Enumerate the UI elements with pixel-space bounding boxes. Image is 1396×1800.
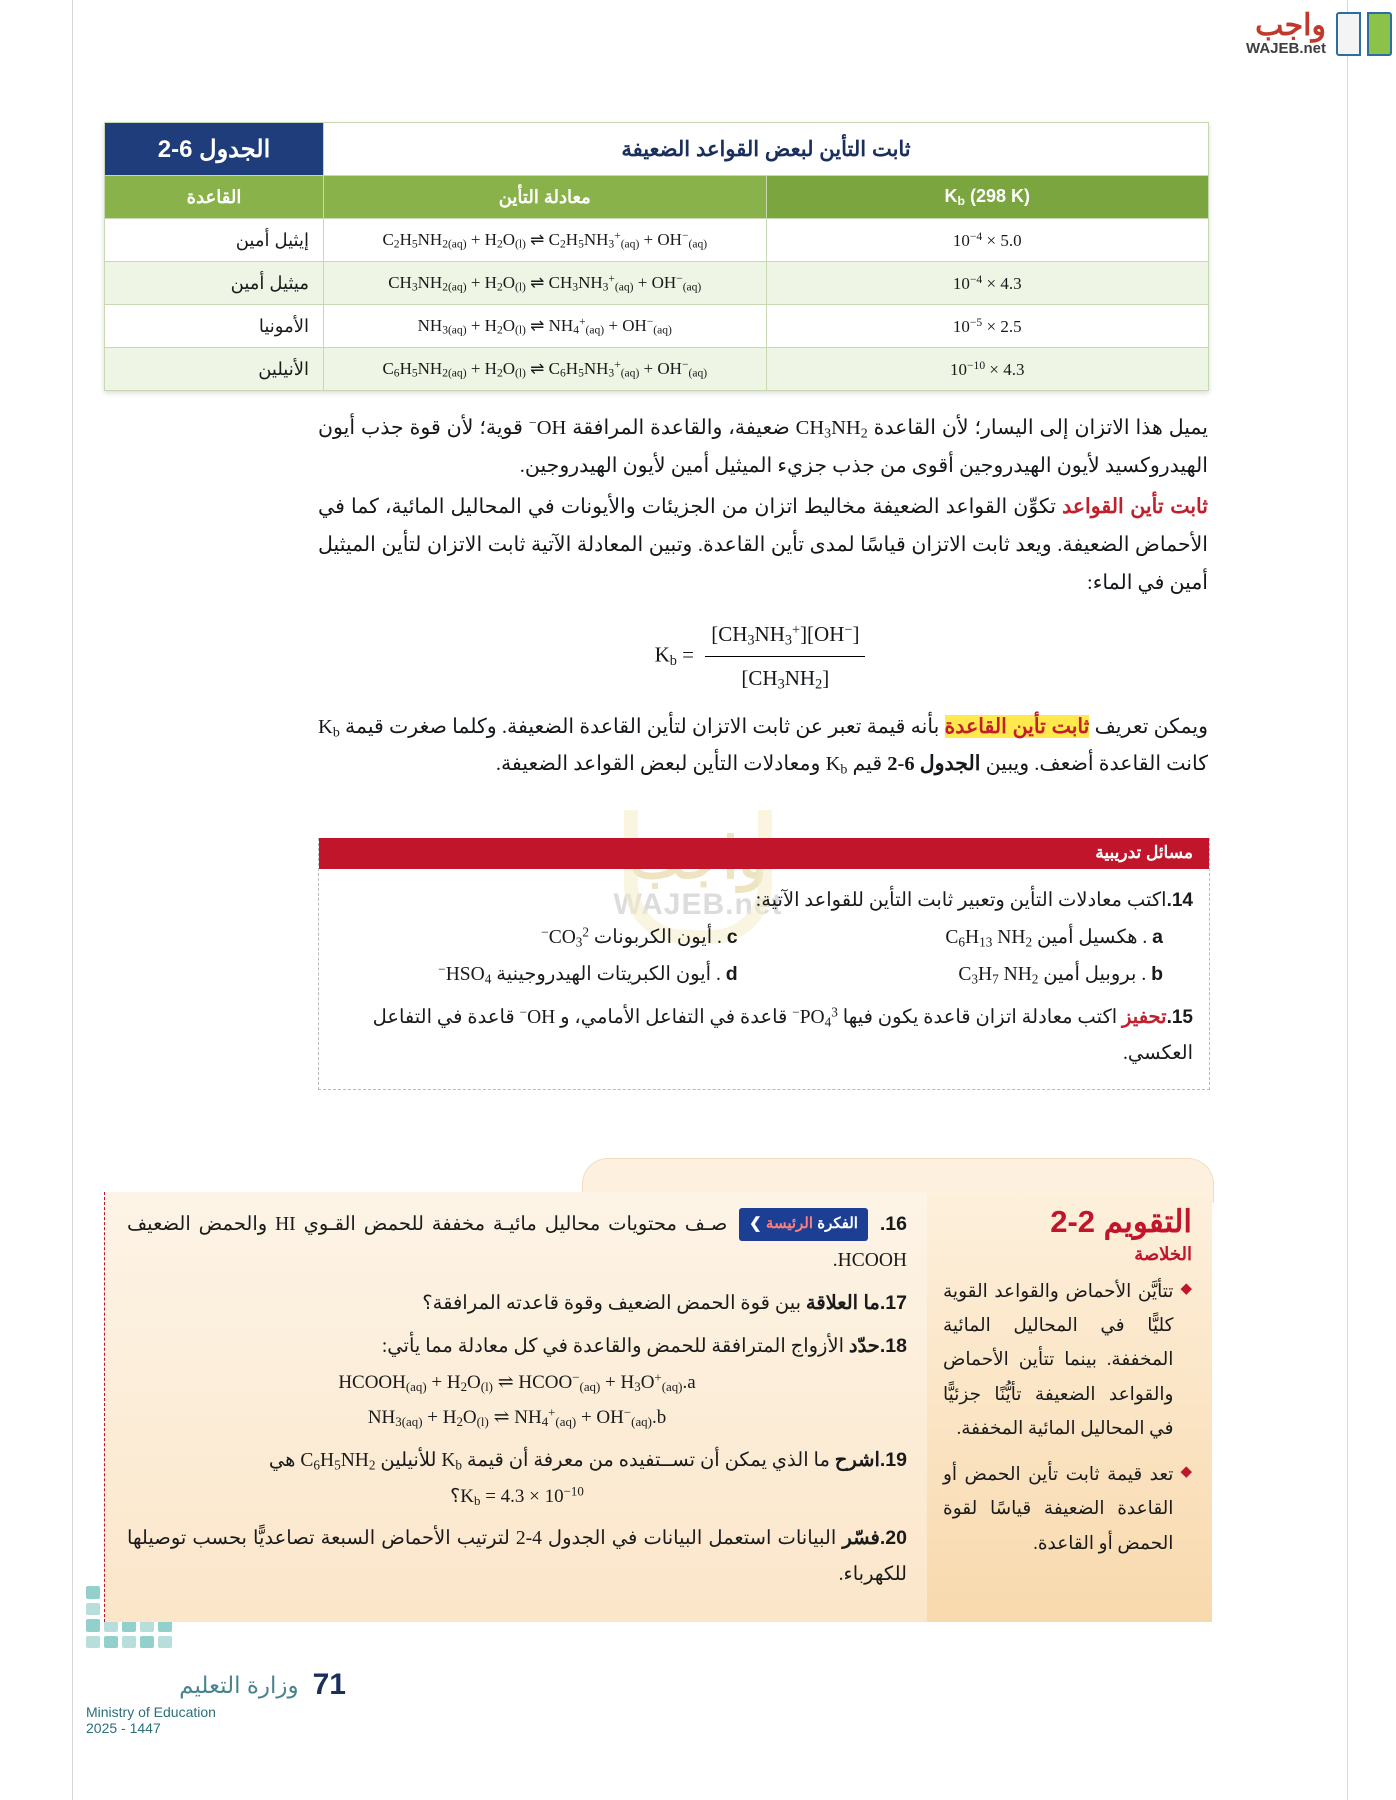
cell-kb: $4.3 \times 10^{-4}$ (766, 262, 1209, 305)
question-20-text: البيانات استعمل البيانات في الجدول 4-2 لترتيب الأحماض السبعة تصاعديًّا بحسب توصيلها للكهرباء. (127, 1527, 907, 1585)
cell-equation: $C_6H_5NH_{2(aq)} + H_2O_{(l)}$ ⇌ $C_6H_5NH_3^+_{(aq)} + OH^-_{(aq)}$ (324, 348, 767, 391)
question-19: 19.اشرح ما الذي يمكن أن تســتفيده من معرفة أن قيمة $K_b$ للأنيلين $C_6H_5NH_2$ هي $؟K_b = 4.3 \times 10^{-10}$ (127, 1442, 907, 1514)
table-row (105, 305, 1209, 348)
question-18-equation-b: $NH_{3(aq)} + H_2O_{(l)}$ ⇌ $NH_4^+_{(aq)} + OH^-_{(aq)}.b$ (367, 1404, 667, 1430)
question-17 (127, 1285, 907, 1322)
cell-base: ميثيل أمين (105, 262, 324, 305)
question-17-text: بين قوة الحمض الضعيف وقوة قاعدته المرافقة؟ (422, 1293, 806, 1315)
question-20 (127, 1520, 907, 1593)
para2-text: تكوِّن القواعد الضعيفة مخاليط اتزان من الجزيئات والأيونات في المحاليل المائية، كما في الأحماض الضعيفة. ويعد ثابت الاتزان قياسًا لمدى تأين القاعدة. وتبين المعادلة الآتية ثابت الاتزان لتأين الميثيل أمين في الماء: (318, 495, 1208, 594)
watermark-sub: WAJEB.net (613, 888, 783, 921)
option-d: d . أيون الكبريتات الهيدروجينية $HSO_4^-$ (438, 961, 738, 987)
body-text (318, 410, 1208, 786)
cell-base: الأنيلين (105, 348, 324, 391)
question-14-text: اكتب معادلات التأين وتعبير ثابت التأين للقواعد الآتية: (755, 890, 1167, 911)
table-number: الجدول 6-2 (105, 123, 324, 176)
summary-point (943, 1458, 1192, 1561)
summary-point-text: تتأيَّن الأحماض والقواعد القوية كليًّا في المحاليل المائية المخففة. بينما تتأين الأحماض والقواعد الضعيفة تأيُّنًا جزئيًّا في المحاليل المائية المخففة. (943, 1282, 1174, 1439)
bullet-icon: ◆ (1180, 1464, 1192, 1481)
question-16-number: 16. (879, 1213, 907, 1235)
question-19-label: اشرح (834, 1448, 880, 1471)
formula-denominator: $[CH_3NH_2]$ (741, 665, 830, 693)
table-caption: ثابت التأين لبعض القواعد الضعيفة (324, 123, 1209, 176)
question-14-number: 14. (1166, 890, 1193, 911)
cell-kb: $2.5 \times 10^{-5}$ (766, 305, 1209, 348)
book-icon (1336, 8, 1392, 58)
practice-problems-box (318, 838, 1210, 1090)
assessment-questions-panel (104, 1192, 927, 1622)
formula-numerator: $[CH_3NH_3^+][OH^-]$ (705, 615, 865, 657)
question-16 (127, 1206, 907, 1279)
cell-base: إيثيل أمين (105, 219, 324, 262)
question-14-options (335, 918, 1193, 994)
para3-part-a: ويمكن تعريف (1089, 715, 1208, 738)
column-header-kb: $K_b$ (298 K) (766, 176, 1209, 219)
footer-year: 2025 - 1447 (86, 1720, 161, 1736)
paragraph-3: ويمكن تعريف ثابت تأين القاعدة بأنه قيمة تعبر عن ثابت الاتزان لتأين القاعدة الضعيفة. وكلما صغرت قيمة $K_b$ كانت القاعدة أضعف. ويبين الجدول 6-2 قيم $K_b$ ومعادلات التأين لبعض القواعد الضعيفة. (318, 714, 1208, 778)
table-row (105, 348, 1209, 391)
highlighted-term: ثابت تأين القاعدة (944, 714, 1090, 738)
page-right-rule (1347, 0, 1348, 1800)
summary-point (943, 1275, 1192, 1446)
practice-problems-title: مسائل تدريبية (319, 838, 1209, 869)
para1-part-a: يميل هذا الاتزان إلى اليسار؛ لأن القاعدة (867, 417, 1208, 439)
question-20-label: فسّر (842, 1526, 880, 1549)
cell-equation: $NH_{3(aq)} + H_2O_{(l)}$ ⇌ $NH_4^+_{(aq)} + OH^-_{(aq)}$ (324, 305, 767, 348)
para1-part-b: ضعيفة، والقاعدة المرافقة (566, 417, 796, 439)
column-header-equation: معادلة التأين (324, 176, 767, 219)
cell-kb: $5.0 \times 10^{-4}$ (766, 219, 1209, 262)
option-a: a . هكسيل أمين $C_6H_{13}$ $NH_2$ (945, 926, 1163, 950)
term-base-ionization-constant: ثابت تأين القواعد (1062, 494, 1209, 518)
ministry-name-ar: وزارة التعليم (179, 1671, 299, 1698)
question-14 (335, 883, 1193, 918)
page-number: 71 (312, 1668, 346, 1701)
main-idea-badge: الفكرة الرئيسة ❯ (739, 1208, 868, 1241)
kb-formula: $K_b$ = $\frac{[CH_3NH_3^+][OH^-]}{[CH_3NH_2]}$ (318, 615, 1208, 698)
summary-point-text: تعد قيمة ثابت تأين الحمض أو القاعدة الضعيفة قياسًا لقوة الحمض أو القاعدة. (943, 1465, 1174, 1554)
site-brand (1186, 0, 1396, 66)
cell-base: الأمونيا (105, 305, 324, 348)
question-19-value: $؟K_b = 4.3 \times 10^{-10}$ (450, 1483, 584, 1508)
paragraph-1: يميل هذا الاتزان إلى اليسار؛ لأن القاعدة $CH_3NH_2$ ضعيفة، والقاعدة المرافقة OH− قوية؛ لأن قوة جذب أيون الهيدروكسيد لأيون الهيدروجين أقوى من جذب جزيء الميثيل أمين لأيون الهيدروجين. (318, 416, 1208, 477)
table-reference: الجدول 6-2 (887, 753, 981, 776)
question-18-text: الأزواج المترافقة للحمض والقاعدة في كل معادلة مما يأتي: (381, 1336, 849, 1358)
question-15-label: تحفيز (1122, 1006, 1167, 1029)
question-17-number: 17. (879, 1292, 907, 1315)
question-18-label: حدّد (848, 1335, 880, 1358)
column-header-base: القاعدة (105, 176, 324, 219)
cell-kb: $4.3 \times 10^{-10}$ (766, 348, 1209, 391)
assessment-section (104, 1192, 1212, 1622)
question-16-text: صـف محتويات محاليل مائيـة مخففة للحمض القـوي HI والحمض الضعيف HCOOH. (127, 1214, 907, 1272)
ionization-constants-table (104, 122, 1209, 391)
question-18-equation-a: $HCOOH_{(aq)} + H_2O_{(l)}$ ⇌ $HCOO^-_{(aq)} + H_3O^+_{(aq)}.a$ (338, 1369, 696, 1395)
brand-word: واجب (1255, 8, 1326, 42)
assessment-summary-label: الخلاصة (1134, 1244, 1192, 1264)
cell-equation: $C_2H_5NH_{2(aq)} + H_2O_{(l)}$ ⇌ $C_2H_5NH_3^+_{(aq)} + OH^-_{(aq)}$ (324, 219, 767, 262)
question-20-number: 20. (879, 1526, 907, 1549)
question-19-number: 19. (879, 1448, 907, 1471)
question-15-number: 15. (1166, 1007, 1193, 1029)
option-c: c . أيون الكربونات $CO_3^{2-}$ (541, 924, 738, 950)
para1-part-c: قوية؛ لأن قوة جذب أيون الهيدروكسيد لأيون الهيدروجين أقوى من جذب جزيء الميثيل أمين لأيون الهيدروجين. (318, 417, 1208, 477)
assessment-title: التقويم 2-2 (1050, 1204, 1192, 1239)
paragraph-2 (318, 488, 1208, 603)
question-17-label: ما العلاقة (805, 1292, 880, 1315)
table-row (105, 262, 1209, 305)
brand-sub: WAJEB.net (1245, 39, 1326, 57)
option-b: b . بروبيل أمين $C_3H_7$ $NH_2$ (958, 963, 1163, 987)
table-row (105, 219, 1209, 262)
assessment-summary-panel (927, 1192, 1212, 1622)
question-15: 15.تحفيز اكتب معادلة اتزان قاعدة يكون فيها $PO_4^{3-}$ قاعدة في التفاعل الأمامي، و OH− قاعدة في التفاعل العكسي. (372, 1004, 1193, 1064)
cell-equation: $CH_3NH_{2(aq)} + H_2O_{(l)}$ ⇌ $CH_3NH_3^+_{(aq)} + OH^-_{(aq)}$ (324, 262, 767, 305)
question-18 (127, 1328, 907, 1435)
question-18-number: 18. (879, 1335, 907, 1358)
bullet-icon: ◆ (1180, 1281, 1192, 1297)
ministry-name-en: Ministry of Education (86, 1704, 216, 1720)
page-left-rule (72, 0, 73, 1800)
page-footer (86, 1668, 346, 1736)
